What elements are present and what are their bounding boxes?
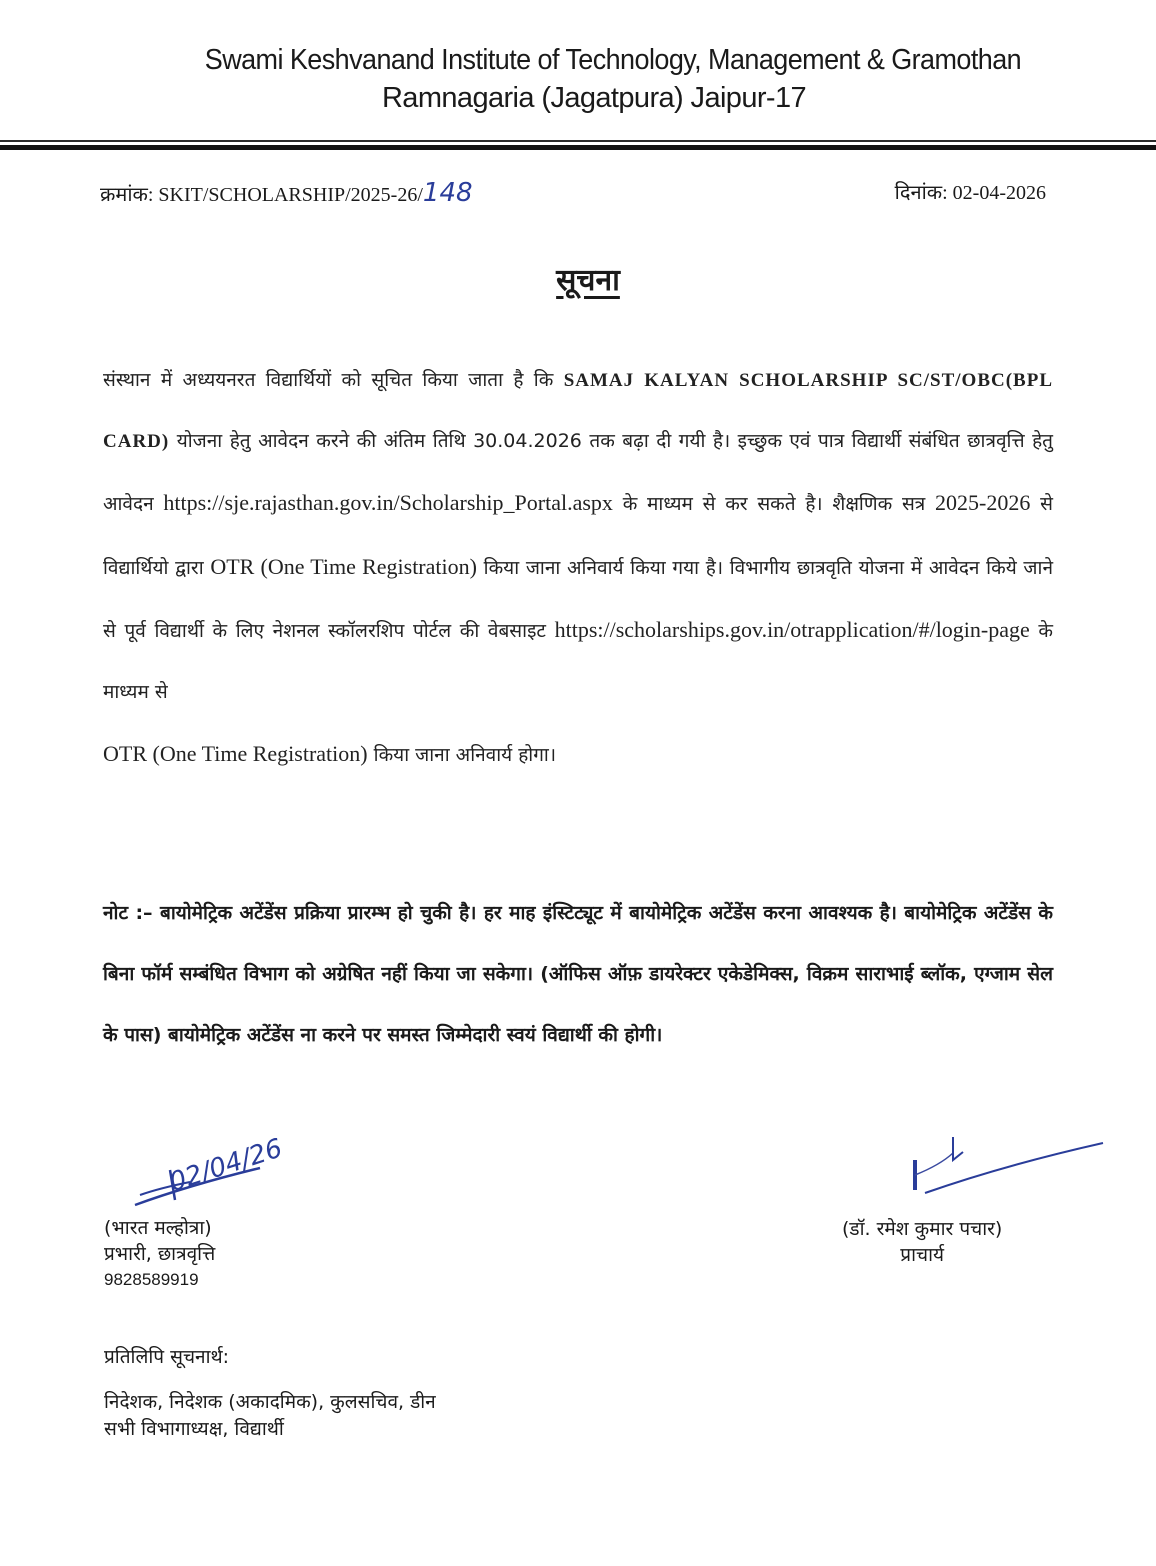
scheme-name: SAMAJ KALYAN SCHOLARSHIP SC/ST/OBC(BPL CARD) <box>103 370 1054 453</box>
institute-name: Swami Keshvanand Institute of Technology, Management & Gramothan <box>204 44 1022 76</box>
body-text: संस्थान में अध्ययनरत विद्यार्थियों को सूचित किया जाता है कि <box>103 369 554 391</box>
body-text: योजना हेतु आवेदन करने की अंतिम तिथि 30.04.2026 तक बढ़ा दी गयी है। इच्छुक एवं पात्र विद्यार्थी संबंधित छात्रवृत्ति हेतु आवेदन <box>103 430 1053 516</box>
signatory-right-block <box>842 1216 1002 1268</box>
signature-right-stroke <box>925 1143 1103 1193</box>
date-label: दिनांक: <box>894 182 948 204</box>
signature-right <box>905 1135 1105 1195</box>
copy-to-line: सभी विभागाध्यक्ष, विद्यार्थी <box>104 1418 284 1440</box>
body-text: के माध्यम से <box>103 619 1053 704</box>
copy-to-list <box>104 1389 436 1443</box>
signatory-left-designation: प्रभारी, छात्रवृत्ति <box>104 1243 216 1265</box>
otr-term: OTR (One Time Registration) <box>103 741 368 767</box>
signatory-left-name: (भारत मल्होत्रा) <box>104 1217 212 1239</box>
body-text: के माध्यम से कर सकते है। शैक्षणिक सत्र <box>622 493 926 516</box>
reference-prefix: SKIT/SCHOLARSHIP/2025-26/ <box>158 184 423 206</box>
signatory-right-name: (डॉ. रमेश कुमार पचार) <box>842 1218 1003 1240</box>
notice-title-text: सूचना <box>556 263 620 298</box>
notice-date <box>895 178 1046 205</box>
header-divider-thin <box>0 140 1156 142</box>
reference-handwritten-number: 148 <box>422 178 473 208</box>
signature-right-stroke <box>953 1137 963 1160</box>
body-text: किया जाना अनिवार्य होगा। <box>373 744 557 767</box>
nsp-otr-link[interactable]: https://scholarships.gov.in/otrapplication/#/login-page <box>554 616 1030 642</box>
signatory-left-handwritten-date: 02/04/26 <box>165 1133 287 1198</box>
otr-term: OTR (One Time Registration) <box>210 553 477 579</box>
reference-label: क्रमांक: <box>100 184 154 206</box>
body-text: किया जाना अनिवार्य किया गया है। विभागीय छात्रवृति योजना में आवेदन किये जाने से पूर्व विद्यार्थी के लिए नेशनल स्कॉलरशिप पोर्टल की वेबसाइट <box>103 556 1053 642</box>
notice-title <box>0 258 1156 299</box>
reference-number <box>100 178 473 208</box>
copy-to-label: प्रतिलिपि सूचनार्थ: <box>104 1346 230 1368</box>
date-value: 02-04-2026 <box>952 182 1046 204</box>
header-divider-thick <box>0 145 1156 150</box>
notice-body-paragraph <box>103 350 1053 786</box>
signatory-left-phone: 9828589919 <box>104 1270 199 1289</box>
copy-to-line: निदेशक, निदेशक (अकादमिक), कुलसचिव, डीन <box>104 1391 436 1413</box>
sje-portal-link[interactable]: https://sje.rajasthan.gov.in/Scholarship_Portal.aspx <box>163 490 613 516</box>
signature-right-stroke <box>915 1153 953 1175</box>
institute-address: Ramnagaria (Jagatpura) Jaipur-17 <box>381 82 807 114</box>
session-year: 2025-2026 <box>935 490 1031 516</box>
signatory-right-designation: प्राचार्य <box>900 1244 945 1266</box>
biometric-note: नोट :– बायोमेट्रिक अटेंडेंस प्रक्रिया प्रारम्भ हो चुकी है। हर माह इंस्टिट्यूट में बायोमेट्रिक अटेंडेंस करना आवश्यक है। बायोमेट्रिक अटेंडेंस के बिना फॉर्म सम्बंधित विभाग को अग्रेषित नहीं किया जा सकेगा। (ऑफिस ऑफ़ डायरेक्टर एकेडेमिक्स, विक्रम साराभाई ब्लॉक, एग्जाम सेल के पास) बायोमेट्रिक अटेंडेंस ना करने पर समस्त जिम्मेदारी स्वयं विद्यार्थी की होगी। <box>103 902 1053 1047</box>
signatory-left-block <box>104 1215 215 1293</box>
body-text: से विद्यार्थियो द्वारा <box>103 493 1053 579</box>
